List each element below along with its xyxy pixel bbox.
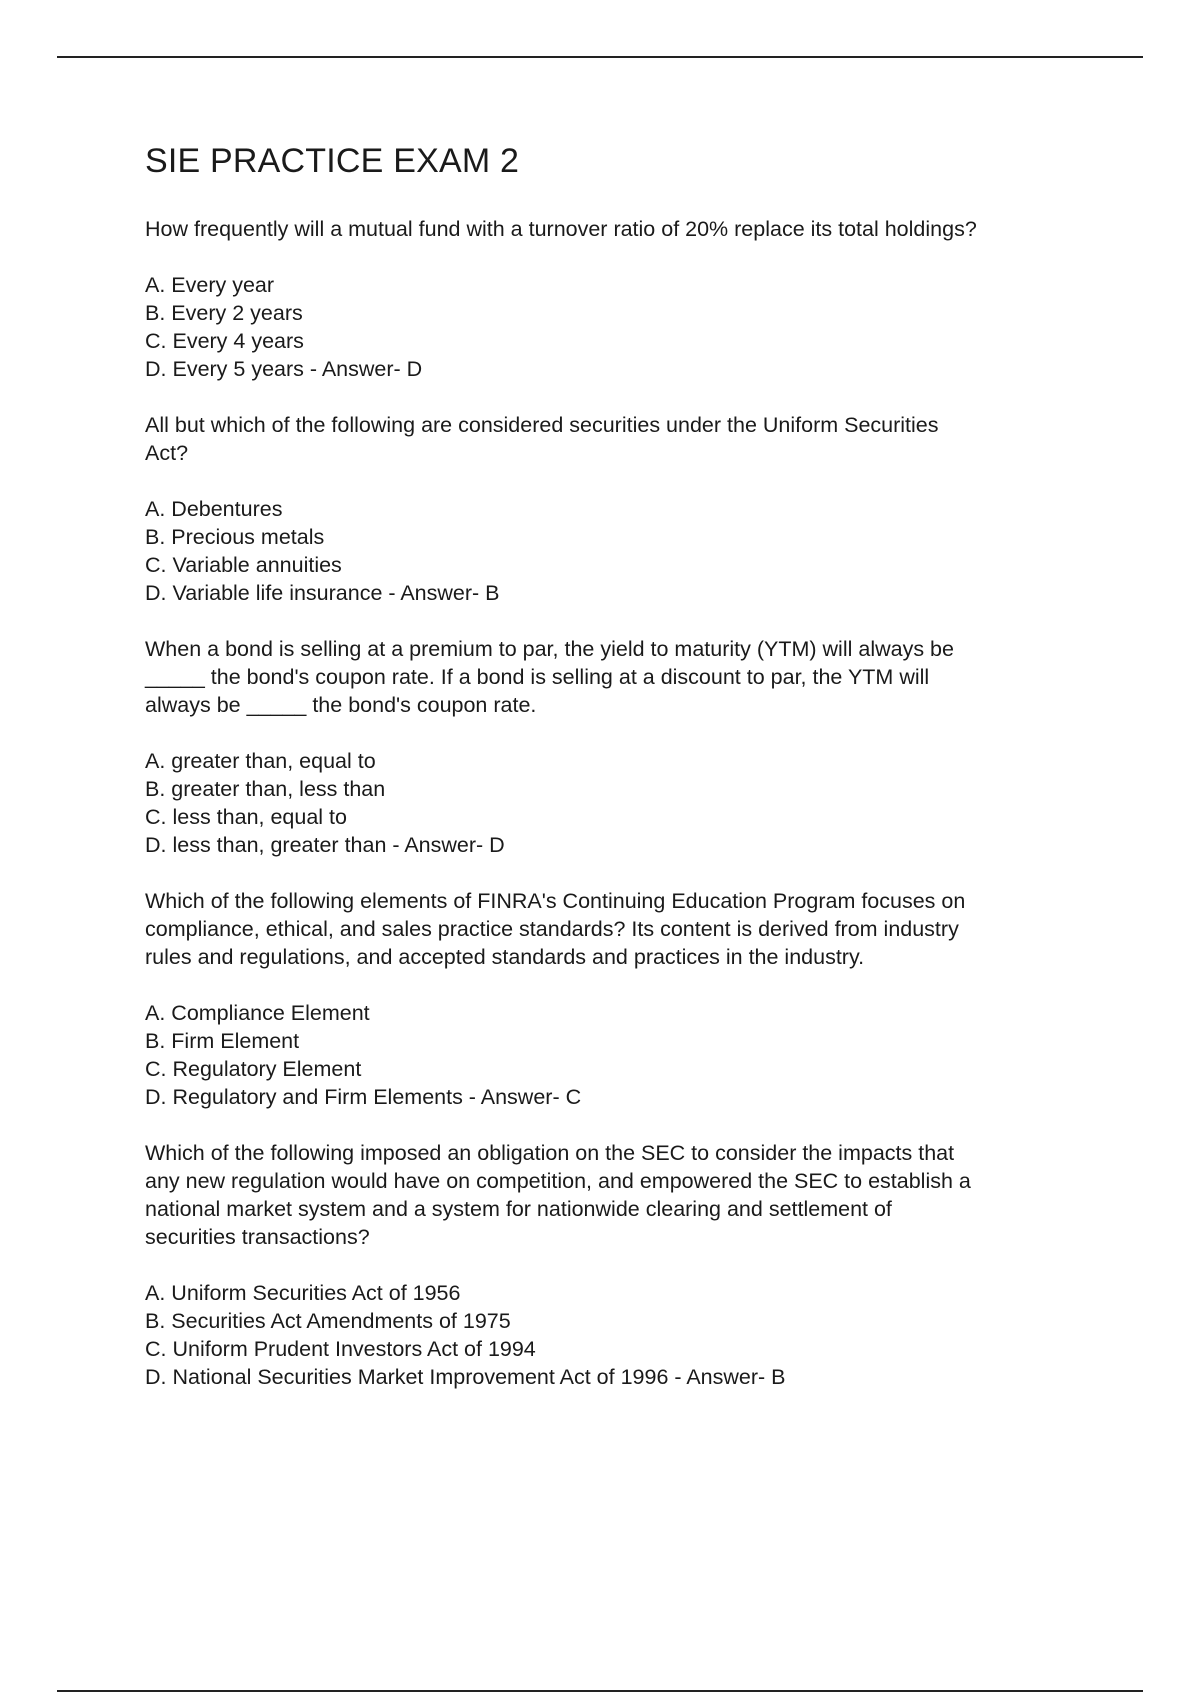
question-text: How frequently will a mutual fund with a turnover ratio of 20% replace its total holdings? bbox=[145, 217, 977, 241]
option-c: C. Variable annuities bbox=[145, 553, 342, 577]
option-c: C. Every 4 years bbox=[145, 329, 304, 353]
question-text: When a bond is selling at a premium to par, the yield to maturity (YTM) will always be _____ the bond's coupon rate. If a bond is selling at a discount to par, the YTM will always be _____ the bond's coupon rate. bbox=[145, 637, 954, 717]
option-a: A. greater than, equal to bbox=[145, 749, 376, 773]
page-title: SIE PRACTICE EXAM 2 bbox=[145, 142, 520, 180]
option-b: B. Every 2 years bbox=[145, 301, 303, 325]
question-text: Which of the following imposed an obligation on the SEC to consider the impacts that any new regulation would have on competition, and empowered the SEC to establish a national market system and a system for nationwide clearing and settlement of securities transactions? bbox=[145, 1141, 971, 1249]
question-3 bbox=[145, 635, 1095, 859]
option-b: B. Firm Element bbox=[145, 1029, 300, 1053]
option-b: B. Precious metals bbox=[145, 525, 325, 549]
option-d-answer: D. Regulatory and Firm Elements - Answer- C bbox=[145, 1085, 582, 1109]
option-a: A. Every year bbox=[145, 273, 275, 297]
option-d-answer: D. Variable life insurance - Answer- B bbox=[145, 581, 500, 605]
top-divider bbox=[57, 56, 1143, 58]
option-a: A. Uniform Securities Act of 1956 bbox=[145, 1281, 461, 1305]
option-b: B. greater than, less than bbox=[145, 777, 386, 801]
document-body bbox=[145, 142, 1095, 1419]
question-text: All but which of the following are considered securities under the Uniform Securities Act? bbox=[145, 413, 939, 465]
option-c: C. less than, equal to bbox=[145, 805, 347, 829]
option-c: C. Uniform Prudent Investors Act of 1994 bbox=[145, 1337, 536, 1361]
question-text: Which of the following elements of FINRA's Continuing Education Program focuses on compliance, ethical, and sales practice standards? Its content is derived from industry rules and regulations, and accepted standards and practices in the industry. bbox=[145, 889, 966, 969]
option-a: A. Debentures bbox=[145, 497, 283, 521]
option-c: C. Regulatory Element bbox=[145, 1057, 362, 1081]
option-a: A. Compliance Element bbox=[145, 1001, 370, 1025]
question-1 bbox=[145, 215, 1095, 383]
bottom-divider bbox=[57, 1690, 1143, 1692]
question-5 bbox=[145, 1139, 1095, 1391]
option-d-answer: D. National Securities Market Improvement Act of 1996 - Answer- B bbox=[145, 1365, 786, 1389]
option-b: B. Securities Act Amendments of 1975 bbox=[145, 1309, 511, 1333]
option-d-answer: D. Every 5 years - Answer- D bbox=[145, 357, 423, 381]
question-2 bbox=[145, 411, 1095, 607]
question-4 bbox=[145, 887, 1095, 1111]
option-d-answer: D. less than, greater than - Answer- D bbox=[145, 833, 505, 857]
